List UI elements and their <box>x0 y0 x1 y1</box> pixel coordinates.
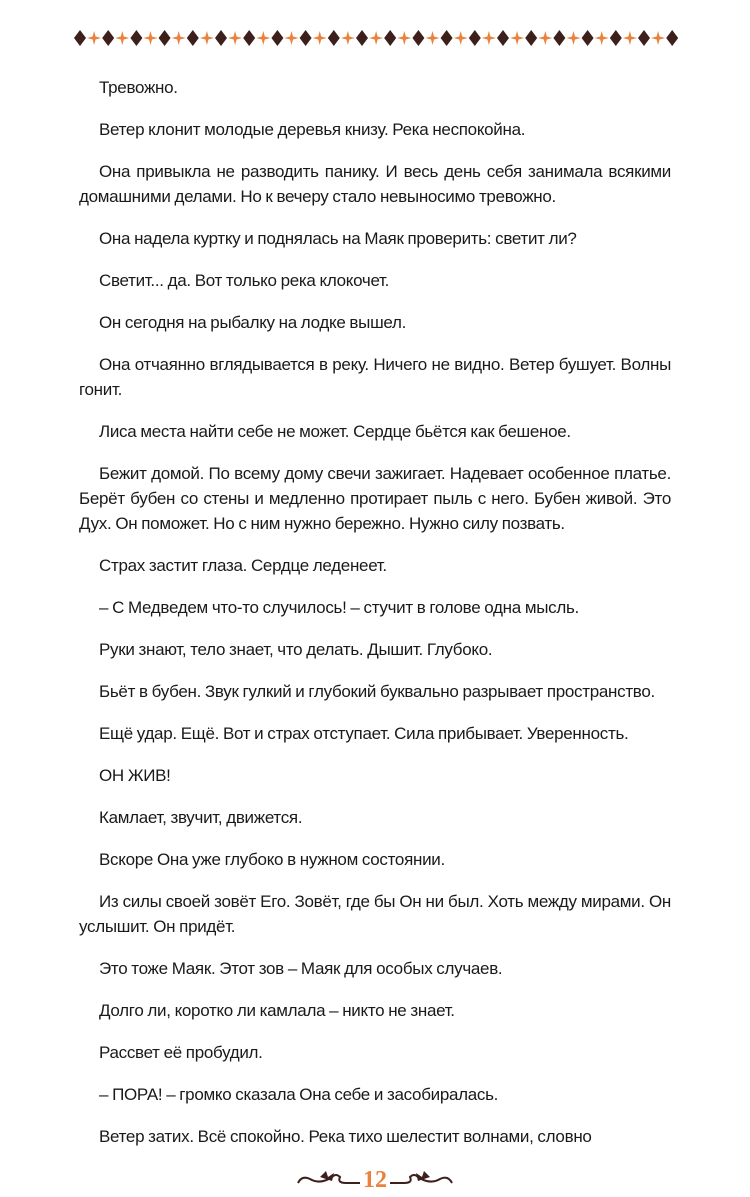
star-icon <box>623 31 637 45</box>
paragraph: Бежит домой. По всему дому свечи зажигает. Надевает особенное платье. Берёт бубен со стены и медленно протирает пыль с него. Бубен живой. Это Дух. Он поможет. Но с ним нужно бережно. Нужно силу позвать. <box>79 464 671 533</box>
diamond-icon <box>187 30 199 46</box>
star-icon <box>595 31 609 45</box>
star-icon <box>172 31 186 45</box>
paragraph: Она отчаянно вглядывается в реку. Ничего не видно. Ветер бушует. Волны гонит. <box>79 355 671 399</box>
paragraph: ОН ЖИВ! <box>99 766 171 785</box>
paragraph: Ветер затих. Всё спокойно. Река тихо шелестит волнами, словно <box>99 1127 592 1146</box>
paragraph: Долго ли, коротко ли камлала – никто не знает. <box>99 1001 455 1020</box>
star-icon <box>200 31 214 45</box>
star-icon <box>567 31 581 45</box>
diamond-icon <box>553 30 565 46</box>
diamond-icon <box>412 30 424 46</box>
star-icon <box>228 31 242 45</box>
star-icon <box>369 31 383 45</box>
paragraph: – С Медведем что-то случилось! – стучит в голове одна мысль. <box>99 598 579 617</box>
paragraph: Он сегодня на рыбалку на лодке вышел. <box>99 313 407 332</box>
diamond-icon <box>102 30 114 46</box>
star-icon <box>115 31 129 45</box>
star-icon <box>454 31 468 45</box>
diamond-icon <box>525 30 537 46</box>
diamond-icon <box>610 30 622 46</box>
paragraph: Из силы своей зовёт Его. Зовёт, где бы Он ни был. Хоть между мирами. Он услышит. Он придёт. <box>79 892 671 936</box>
diamond-icon <box>497 30 509 46</box>
diamond-icon <box>271 30 283 46</box>
star-icon <box>87 31 101 45</box>
star-icon <box>482 31 496 45</box>
paragraph: Она привыкла не разводить панику. И весь день себя занимала всякими домашними делами. Но к вечеру стало невыносимо тревожно. <box>79 162 671 206</box>
star-icon <box>426 31 440 45</box>
page-number: 12 <box>363 1167 387 1193</box>
diamond-icon <box>469 30 481 46</box>
diamond-icon <box>74 30 86 46</box>
diamond-icon <box>130 30 142 46</box>
diamond-icon <box>666 30 678 46</box>
paragraph: Тревожно. <box>99 78 178 97</box>
diamond-icon <box>328 30 340 46</box>
diamond-icon <box>582 30 594 46</box>
paragraph: Бьёт в бубен. Звук гулкий и глубокий буквально разрывает пространство. <box>99 682 655 701</box>
paragraph: Рассвет её пробудил. <box>99 1043 263 1062</box>
paragraph: Руки знают, тело знает, что делать. Дышит. Глубоко. <box>99 640 493 659</box>
paragraph: Светит... да. Вот только река клокочет. <box>99 271 390 290</box>
header-ornament <box>72 28 678 48</box>
diamond-icon <box>638 30 650 46</box>
diamond-icon <box>300 30 312 46</box>
diamond-icon <box>243 30 255 46</box>
paragraph: Ещё удар. Ещё. Вот и страх отступает. Сила прибывает. Уверенность. <box>99 724 629 743</box>
paragraph: Вскоре Она уже глубоко в нужном состоянии. <box>99 850 445 869</box>
star-icon <box>313 31 327 45</box>
star-icon <box>538 31 552 45</box>
star-icon <box>144 31 158 45</box>
diamond-icon <box>356 30 368 46</box>
paragraph: Лиса места найти себе не может. Сердце бьётся как бешеное. <box>99 422 571 441</box>
paragraph: Камлает, звучит, движется. <box>99 808 303 827</box>
paragraph: Это тоже Маяк. Этот зов – Маяк для особых случаев. <box>99 959 503 978</box>
page-text <box>79 75 671 1149</box>
paragraph: Страх застит глаза. Сердце леденеет. <box>99 556 387 575</box>
diamond-icon <box>384 30 396 46</box>
star-icon <box>341 31 355 45</box>
paragraph: – ПОРА! – громко сказала Она себе и засобиралась. <box>99 1085 499 1104</box>
star-icon <box>510 31 524 45</box>
diamond-icon <box>441 30 453 46</box>
paragraph: Ветер клонит молодые деревья книзу. Река неспокойна. <box>99 120 526 139</box>
star-icon <box>651 31 665 45</box>
diamond-icon <box>159 30 171 46</box>
star-icon <box>256 31 270 45</box>
paragraph: Она надела куртку и поднялась на Маяк проверить: светит ли? <box>99 229 577 248</box>
star-icon <box>285 31 299 45</box>
page-footer <box>290 1163 460 1197</box>
star-icon <box>397 31 411 45</box>
diamond-icon <box>215 30 227 46</box>
